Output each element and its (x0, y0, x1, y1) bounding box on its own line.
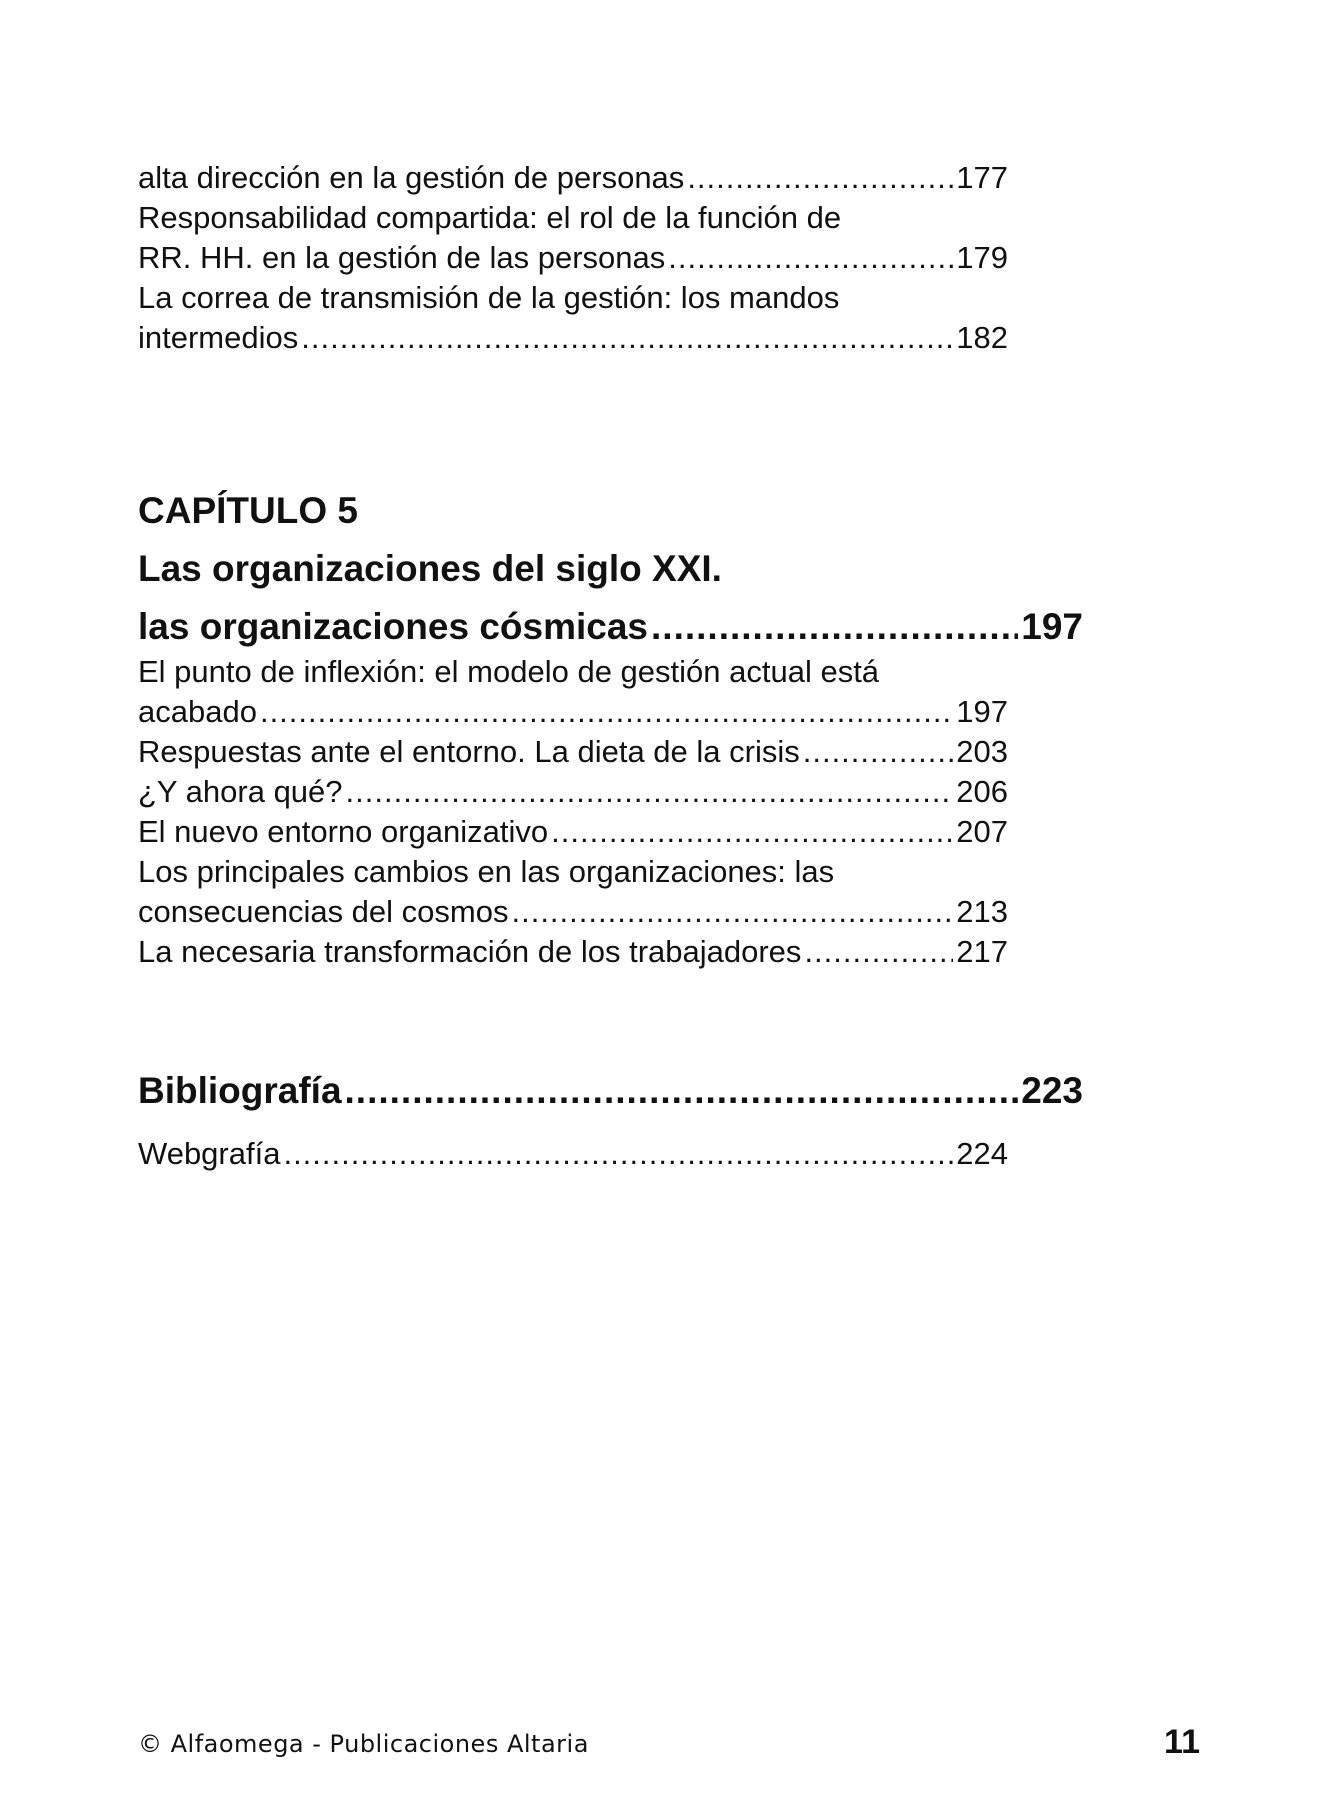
toc-entry (138, 198, 1008, 278)
toc-line (138, 692, 1008, 732)
publisher-footer: © Alfaomega - Publicaciones Altaria (138, 1730, 589, 1758)
toc-entry-text: El nuevo entorno organizativo (138, 814, 549, 849)
toc-entry-text: alta dirección en la gestión de personas (138, 160, 685, 195)
webography-page-number: 224 (956, 1136, 1008, 1171)
bibliography-heading (138, 1062, 1083, 1120)
toc-entry-text: La necesaria transformación de los trabajadores (138, 934, 802, 969)
toc-entry (138, 278, 1008, 358)
chapter-title-text: las organizaciones cósmicas (138, 606, 649, 647)
chapter-title-line: Las organizaciones del siglo XXI. (138, 548, 722, 589)
toc-entry (138, 772, 1008, 812)
toc-page-number: 207 (956, 814, 1008, 849)
toc-entry-text: consecuencias del cosmos (138, 894, 509, 929)
dot-leader (551, 812, 953, 852)
toc-entry-text: intermedios (138, 320, 299, 355)
chapter-page-number: 197 (1021, 606, 1083, 647)
toc-page-number: 179 (956, 240, 1008, 275)
dot-leader (301, 318, 953, 358)
toc-entry-text: Responsabilidad compartida: el rol de la función de (138, 200, 842, 235)
toc-entry (138, 932, 1008, 972)
bibliography-label: Bibliografía (138, 1070, 342, 1111)
toc-page-number: 206 (956, 774, 1008, 809)
bibliography-page-number: 223 (1021, 1070, 1083, 1111)
dot-leader (803, 732, 954, 772)
toc-line (138, 1134, 1008, 1174)
toc-line (138, 772, 1008, 812)
dot-leader (651, 598, 1018, 656)
toc-entry (138, 1134, 1008, 1174)
toc-page-number: 213 (956, 894, 1008, 929)
toc-line (138, 732, 1008, 772)
toc-entry-text: Respuestas ante el entorno. La dieta de la crisis (138, 734, 800, 769)
dot-leader (345, 1062, 1019, 1120)
toc-entry-text: Los principales cambios en las organizaciones: las (138, 854, 835, 889)
toc-page-number: 197 (956, 694, 1008, 729)
webography-label: Webgrafía (138, 1136, 281, 1171)
page-number: 11 (1164, 1723, 1200, 1761)
toc-line (138, 158, 1008, 198)
toc-entry (138, 158, 1008, 198)
toc-line (138, 318, 1008, 358)
toc-page-number: 203 (956, 734, 1008, 769)
toc-entry (138, 652, 1008, 732)
toc-page-number: 217 (956, 934, 1008, 969)
toc-line (138, 932, 1008, 972)
dot-leader (346, 772, 954, 812)
dot-leader (283, 1134, 953, 1174)
toc-line (138, 812, 1008, 852)
toc-line (138, 1062, 1083, 1120)
toc-entry-text: acabado (138, 694, 257, 729)
toc-entry (138, 812, 1008, 852)
dot-leader (804, 932, 953, 972)
toc-entry (138, 732, 1008, 772)
dot-leader (687, 158, 953, 198)
chapter-title (138, 540, 1083, 656)
toc-page-number: 182 (956, 320, 1008, 355)
toc-page-number: 177 (956, 160, 1008, 195)
chapter-label: CAPÍTULO 5 (138, 490, 358, 531)
toc-entry (138, 852, 1008, 932)
dot-leader (511, 892, 953, 932)
chapter-title-line (138, 598, 1083, 656)
toc-entry-text: La correa de transmisión de la gestión: los mandos (138, 280, 840, 315)
toc-line (138, 892, 1008, 932)
toc-entry-text: ¿Y ahora qué? (138, 774, 343, 809)
toc-entry-text: El punto de inflexión: el modelo de gestión actual está (138, 654, 880, 689)
dot-leader (668, 238, 953, 278)
toc-entry-text: RR. HH. en la gestión de las personas (138, 240, 666, 275)
toc-line (138, 238, 1008, 278)
dot-leader (260, 692, 953, 732)
